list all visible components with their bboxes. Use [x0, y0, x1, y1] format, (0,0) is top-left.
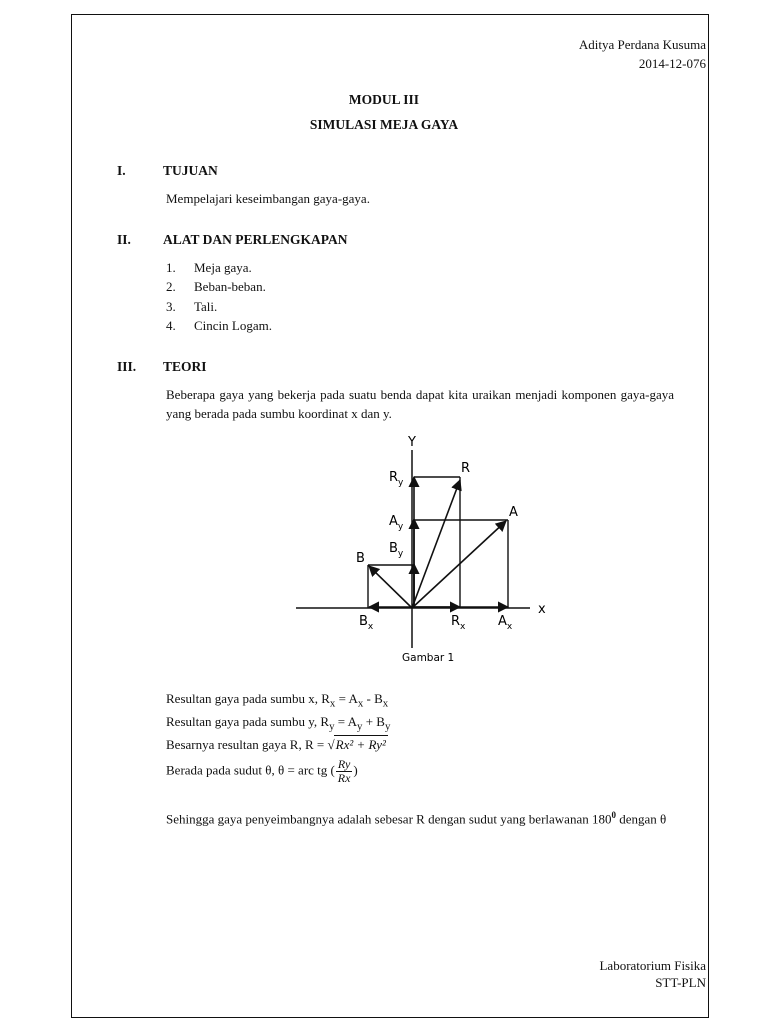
bx-label: $B_x$	[359, 614, 374, 632]
rx-label: $R_x$	[451, 614, 466, 632]
vector-b	[369, 566, 412, 608]
footer-institution: STT-PLN	[655, 975, 706, 990]
ry-label: $R_y$	[389, 470, 404, 488]
formula-ry: Resultan gaya pada sumbu y, $R_y = A_y + B_y$	[166, 713, 391, 733]
r-label: R	[461, 461, 471, 476]
section-2-title: ALAT DAN PERLENGKAPAN	[163, 232, 348, 247]
ax-label: $A_x$	[498, 614, 513, 632]
y-axis-label: Y	[408, 435, 416, 450]
list-item-number: 4.	[166, 317, 176, 333]
author-name: Aditya Perdana Kusuma	[578, 37, 706, 52]
conclusion-paragraph: Sehingga gaya penyeimbangnya adalah sebesar R dengan sudut yang berlawanan $180^0$ dengan θ	[166, 810, 667, 827]
ay-label: $A_y$	[389, 514, 404, 532]
formula-block	[166, 690, 390, 785]
section-3-body: Beberapa gaya yang bekerja pada suatu benda dapat kita uraikan menjadi komponen gaya-gaya yang berada pada sumbu koordinat x dan y.	[166, 387, 674, 421]
list-item-number: 2.	[166, 279, 176, 295]
formula-rx: Resultan gaya pada sumbu x, $R_x = A_x - B_x$	[166, 691, 389, 710]
footer-lab: Laboratorium Fisika	[599, 958, 706, 973]
list-item-number: 3.	[166, 298, 176, 314]
list-item-text: Cincin Logam.	[194, 317, 272, 333]
vector-a	[412, 521, 506, 608]
section-1-title: TUJUAN	[163, 163, 218, 178]
module-number: MODUL III	[348, 92, 420, 107]
footer-block	[599, 957, 706, 991]
a-label: A	[509, 505, 518, 520]
author-id: 2014-12-076	[638, 56, 706, 71]
list-item-text: Tali.	[194, 298, 218, 314]
section-1-number: I.	[117, 163, 126, 178]
figure-caption: Gambar 1	[402, 652, 455, 664]
vector-r	[412, 480, 460, 608]
module-title: SIMULASI MEJA GAYA	[309, 117, 459, 132]
formula-r: Besarnya resultan gaya R, R = √Rx² + Ry²	[166, 737, 386, 753]
list-item-number: 1.	[166, 260, 176, 275]
section-2-number: II.	[117, 232, 131, 247]
b-label: B	[356, 551, 365, 566]
formula-theta: Berada pada sudut θ, θ = arc tg ( $\frac{Ry}{Rx}$ )	[166, 757, 358, 786]
section-3-title: TEORI	[163, 359, 207, 374]
section-1-body: Mempelajari keseimbangan gaya-gaya.	[166, 191, 370, 206]
list-item-text: Meja gaya.	[194, 260, 252, 275]
by-label: $B_y$	[389, 541, 404, 559]
list-item-text: Beban-beban.	[194, 279, 266, 295]
section-3-number: III.	[117, 359, 137, 374]
fraction: $\frac{Ry}{Rx}$	[337, 757, 351, 786]
x-axis-label: x	[538, 602, 546, 617]
